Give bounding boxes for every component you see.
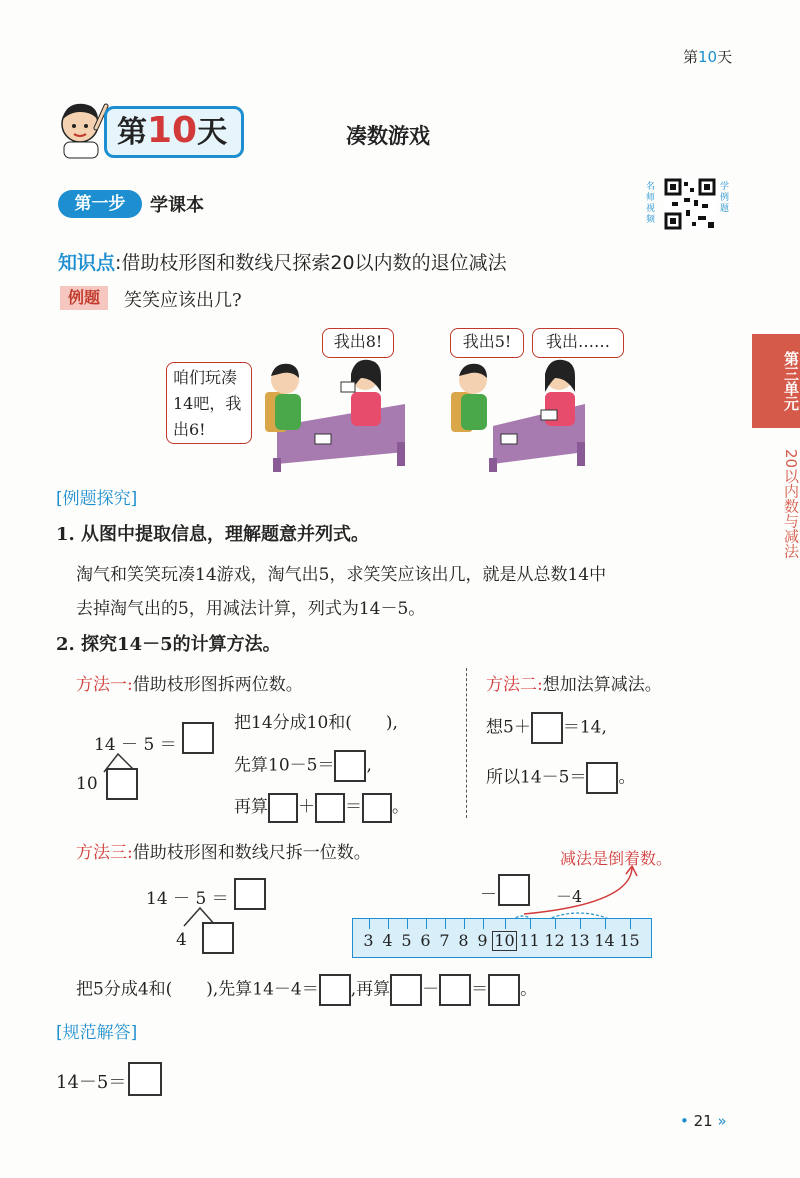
ruler-tick: [555, 919, 556, 929]
method1-text: 借助枝形图拆两位数。: [132, 675, 303, 695]
method3-minus-label: －: [480, 885, 497, 905]
ruler-number-5: 5: [401, 931, 412, 950]
method1-step3: [234, 792, 409, 823]
method3-expr: 14 － 5 ＝: [146, 889, 229, 909]
method3-line-end: 。: [520, 979, 538, 1000]
badge-prefix: 第: [117, 115, 147, 150]
method2-so: [486, 762, 635, 794]
ruler-number-15: 15: [619, 931, 640, 950]
ruler-number-13: 13: [569, 931, 590, 950]
knowledge-text: 借助枝形图和数线尺探索20以内数的退位减法: [121, 252, 507, 274]
ruler-number-4: 4: [382, 931, 393, 950]
ruler-tick: [505, 919, 506, 929]
method1-branch-box[interactable]: [106, 768, 138, 800]
method1-end: 。: [392, 797, 409, 817]
method3-heading: [76, 838, 371, 863]
ruler-number-14: 14: [594, 931, 615, 950]
header-day-suffix: 天: [717, 48, 733, 66]
method2-so-end: 。: [618, 767, 636, 788]
lesson-title: 凑数游戏: [346, 124, 430, 148]
page-number: • 21 »: [680, 1112, 727, 1130]
answer-tag: [规范解答]: [56, 1023, 138, 1043]
method-divider: [466, 668, 467, 818]
method3-minus-box[interactable]: [498, 874, 530, 906]
method2-so-box[interactable]: [586, 762, 618, 794]
ruler-tick: [605, 919, 606, 929]
method1-answer-box[interactable]: [182, 722, 214, 754]
method1-step1: 把14分成10和( ),: [234, 713, 398, 733]
side-tab-topic: 20以内数与减法: [782, 449, 800, 559]
side-tab-unit: 第三单元: [752, 334, 800, 428]
day-title-badge: [104, 106, 244, 158]
method1-step3-box-b[interactable]: [315, 793, 345, 823]
method3-line-box-c[interactable]: [439, 974, 471, 1006]
q1-line2: 去掉淘气出的5，用减法计算，列式为14－5。: [76, 599, 426, 619]
ruler-number-10: 10: [492, 931, 517, 951]
method2-think-text: 想5＋: [486, 717, 531, 738]
method1-step2-text: 先算10－5＝: [234, 755, 335, 776]
method3-line-box-b[interactable]: [390, 974, 422, 1006]
step-badge: 第一步: [58, 190, 142, 218]
method2-text: 想加法算减法。: [542, 675, 662, 695]
method2-think: [486, 712, 607, 744]
method2-so-text: 所以14－5＝: [486, 767, 587, 788]
ruler-tick: [483, 919, 484, 929]
method1-step3-box-c[interactable]: [362, 793, 392, 823]
ruler-number-11: 11: [519, 931, 540, 950]
ruler-number-9: 9: [477, 931, 488, 950]
ruler-number-12: 12: [544, 931, 565, 950]
step-label: 学课本: [150, 195, 204, 216]
knowledge-label: 知识点: [58, 252, 116, 274]
ruler-number-6: 6: [420, 931, 431, 950]
explore-tag: [例题探究]: [56, 489, 138, 509]
ruler-number-8: 8: [458, 931, 469, 950]
number-line-ruler: [352, 918, 652, 958]
method1-step2: [234, 750, 372, 782]
ruler-tick: [445, 919, 446, 929]
ruler-tick: [580, 919, 581, 929]
method3-line-text-b: ,再算: [350, 979, 391, 1000]
method1-step2-box[interactable]: [334, 750, 366, 782]
header-day-prefix: 第: [683, 48, 699, 66]
speech-bubble-boy-1: 咱们玩凑14吧，我出6!: [166, 362, 252, 444]
ruler-tick: [407, 919, 408, 929]
method3-line-minus: －: [422, 979, 440, 1000]
method3-answer-box[interactable]: [234, 878, 266, 910]
speech-bubble-girl-2: 我出……: [532, 328, 624, 358]
method1-heading: [76, 670, 303, 695]
example-badge: 例题: [60, 286, 108, 310]
method3-line-eq: ＝: [471, 979, 489, 1000]
ruler-number-3: 3: [363, 931, 374, 950]
ruler-number-7: 7: [439, 931, 450, 950]
header-day-num: 10: [698, 48, 718, 66]
method1-label: 方法一:: [76, 675, 133, 695]
q1-line1: 淘气和笑笑玩凑14游戏，淘气出5，求笑笑应该出几，就是从总数14中: [76, 565, 607, 585]
method2-heading: [486, 670, 662, 695]
method1-expr: 14 － 5 ＝: [94, 735, 177, 755]
method1-step2-comma: ,: [366, 755, 372, 776]
answer-box[interactable]: [128, 1062, 162, 1096]
qr-left-label: 名师视频: [646, 182, 656, 225]
q2-title: 2. 探究14－5的计算方法。: [56, 634, 281, 655]
method1-eq: ＝: [345, 797, 362, 817]
method3-label: 方法三:: [76, 843, 133, 863]
method3-note: 减法是倒着数。: [560, 849, 673, 868]
method1-plus: ＋: [298, 797, 315, 817]
badge-suffix: 天: [197, 115, 228, 150]
ruler-tick: [426, 919, 427, 929]
badge-num: 10: [147, 110, 198, 151]
method3-line-text-a: 把5分成4和( ),先算14－4＝: [76, 979, 319, 1000]
method1-step3-text: 再算: [234, 797, 268, 817]
method3-branch-box[interactable]: [202, 922, 234, 954]
method3-line: [76, 974, 537, 1006]
method2-think-end: ＝14,: [562, 717, 607, 738]
ruler-tick: [388, 919, 389, 929]
knowledge-sep: :: [115, 252, 122, 274]
qr-right-label: 学例题: [720, 182, 730, 214]
method1-branch-value: 10: [76, 774, 98, 794]
ruler-tick: [369, 919, 370, 929]
speech-bubble-girl-1: 我出8!: [322, 328, 394, 358]
method3-minus4: －4: [556, 887, 583, 906]
ruler-tick: [464, 919, 465, 929]
answer-expr: 14－5＝: [56, 1072, 127, 1093]
method3-line-box-d[interactable]: [488, 974, 520, 1006]
ruler-tick: [630, 919, 631, 929]
method2-label: 方法二:: [486, 675, 543, 695]
method2-think-box[interactable]: [531, 712, 563, 744]
qr-code[interactable]: [644, 176, 734, 236]
knowledge-point: [58, 248, 507, 275]
method3-line-box-a[interactable]: [319, 974, 351, 1006]
method3-text: 借助枝形图和数线尺拆一位数。: [132, 843, 371, 863]
ruler-tick: [530, 919, 531, 929]
method1-step3-box-a[interactable]: [268, 793, 298, 823]
page-header: [683, 46, 732, 67]
example-question: 笑笑应该出几?: [124, 290, 242, 311]
q1-title: 1. 从图中提取信息，理解题意并列式。: [56, 524, 370, 545]
method3-branch-value: 4: [176, 930, 187, 950]
speech-bubble-boy-2: 我出5!: [450, 328, 524, 358]
qr-icon: [664, 178, 716, 230]
page-number-value: 21: [693, 1112, 713, 1130]
